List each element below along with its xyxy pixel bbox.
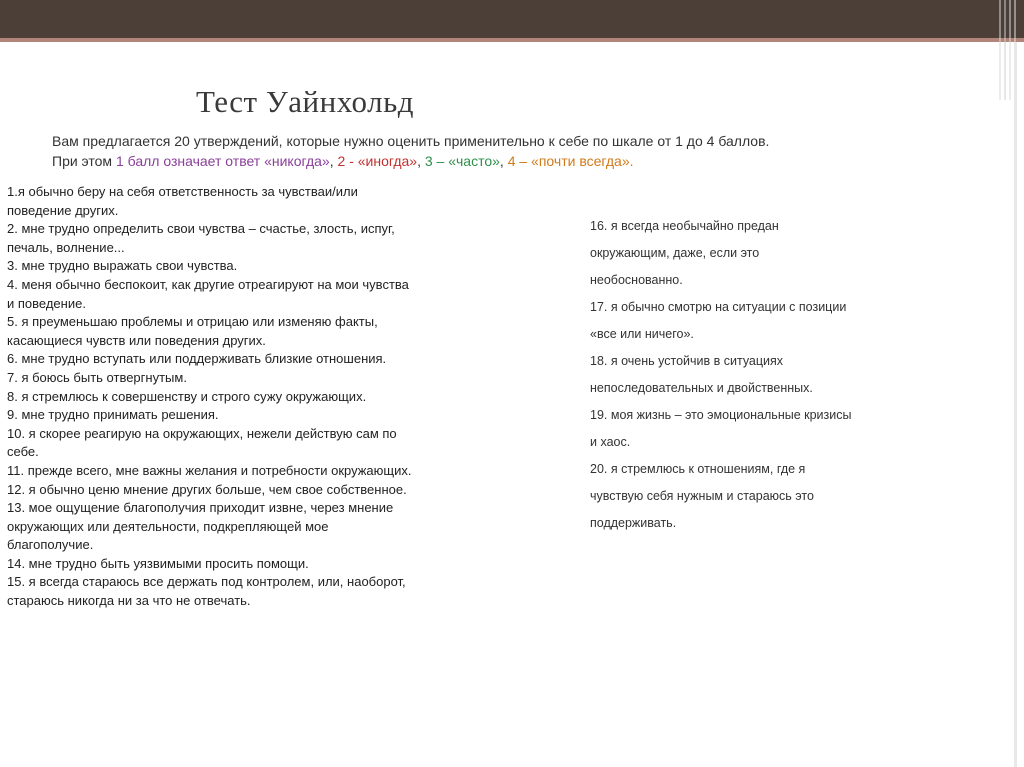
statement-item: 18. я очень устойчив в ситуациях непоследовательных и двойственных. [590, 354, 813, 395]
statement-item: 8. я стремлюсь к совершенству и строго сужу окружающих. [7, 388, 367, 404]
statement-item: 19. моя жизнь – это эмоциональные кризисы и хаос. [590, 408, 852, 449]
statement-item: 15. я всегда стараюсь все держать под контролем, или, наоборот, стараюсь никогда ни за что не отвечать. [7, 574, 406, 609]
statements-list-right [590, 213, 890, 537]
statement-item: 7. я боюсь быть отвергнутым. [7, 369, 187, 385]
instructions [52, 131, 912, 171]
statement-item: 9. мне трудно принимать решения. [7, 407, 219, 423]
scale-1-label: 1 балл означает ответ «никогда» [115, 153, 330, 169]
scale-separator: , [499, 153, 508, 169]
statement-item: 10. я скорее реагирую на окружающих, нежели действую сам по себе. [7, 425, 397, 460]
statement-item: 5. я преуменьшаю проблемы и отрицаю или изменяю факты, касающиеся чувств или поведения других. [7, 314, 378, 348]
scale-separator: , [329, 153, 338, 169]
statement-item: 20. я стремлюсь к отношениям, где я чувствую себя нужным и стараюсь это поддерживать. [590, 462, 814, 530]
statement-item: 4. меня обычно беспокоит, как другие отреагируют на мои чувства и поведение. [7, 276, 409, 311]
statement-item: 16. я всегда необычайно предан окружающим, даже, если это необоснованно. [590, 219, 779, 287]
scale-separator: , [417, 153, 425, 169]
statement-item: 11. прежде всего, мне важны желания и потребности окружающих. [7, 462, 412, 478]
statement-item: 6. мне трудно вступать или поддерживать близкие отношения. [7, 351, 387, 367]
statement-item: 13. мое ощущение благополучия приходит извне, через мнение окружающих или деятельности, подкрепляющей мое благополучие. [7, 500, 394, 553]
slide-top-bar [0, 0, 1024, 38]
statement-item: 17. я обычно смотрю на ситуации с позиции «все или ничего». [590, 300, 847, 341]
statement-item: 12. я обычно ценю мнение других больше, чем свое собственное. [7, 481, 407, 497]
statement-item: 1.я обычно беру на себя ответственность за чувстваи/или поведение других. [7, 184, 358, 218]
statements-list-left [7, 183, 477, 611]
slide-right-edge [1014, 42, 1017, 767]
instructions-prefix: При этом [52, 153, 116, 169]
corner-decoration-icon [996, 0, 1024, 100]
slide-top-accent-line [0, 38, 1024, 42]
page-title: Тест Уайнхольд [196, 84, 415, 119]
scale-2-label: 2 - «иногда» [337, 153, 418, 169]
instructions-line-1: Вам предлагается 20 утверждений, которые нужно оценить применительно к себе по шкале от 1 до 4 баллов. [52, 133, 770, 149]
statement-item: 14. мне трудно быть уязвимыми просить помощи. [7, 555, 309, 571]
scale-4-label: 4 – «почти всегда». [507, 153, 634, 169]
statement-item: 2. мне трудно определить свои чувства – счастье, злость, испуг, печаль, волнение... [7, 221, 395, 255]
scale-3-label: 3 – «часто» [424, 153, 500, 169]
statement-item: 3. мне трудно выражать свои чувства. [7, 258, 238, 274]
instructions-line-2 [52, 151, 912, 171]
